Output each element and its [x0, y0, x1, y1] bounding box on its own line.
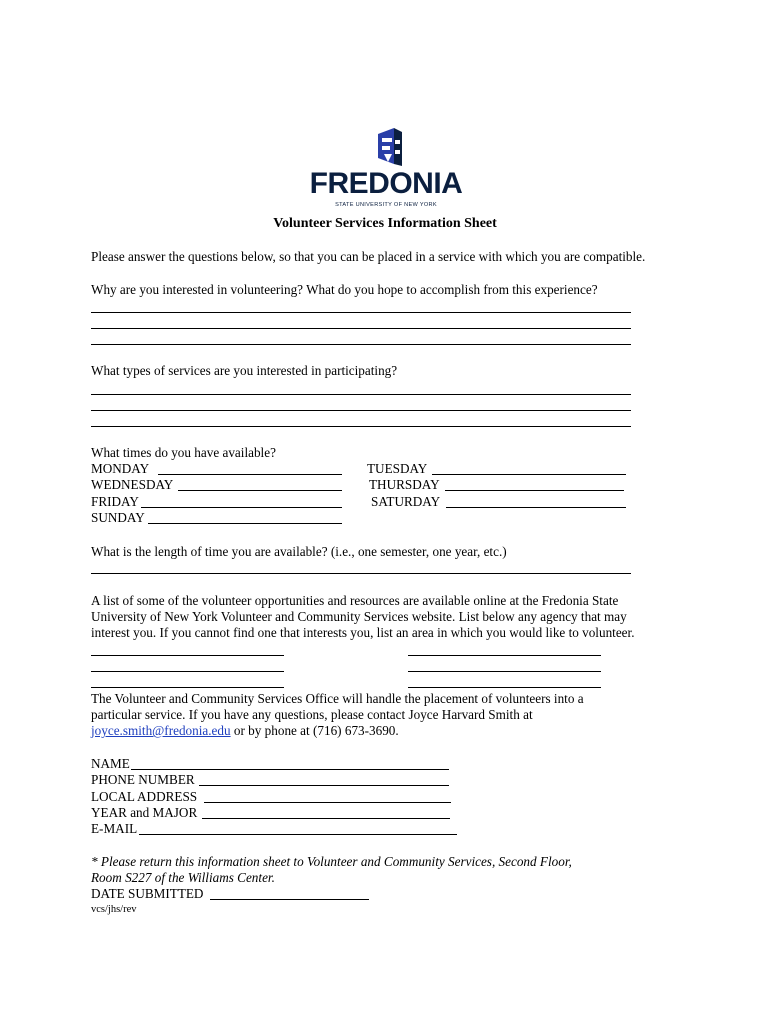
tuesday-field[interactable] [432, 474, 626, 475]
fredonia-emblem-icon [306, 128, 466, 170]
fredonia-logo [306, 128, 466, 214]
return-instructions-1: * Please return this information sheet to Volunteer and Community Services, Second Floor, [91, 854, 572, 869]
sunday-field[interactable] [148, 523, 342, 524]
placement-text-1: The Volunteer and Community Services Office will handle the placement of volunteers into a [91, 691, 584, 706]
label-name: NAME [91, 756, 130, 771]
logo-subtitle: STATE UNIVERSITY OF NEW YORK [335, 202, 437, 208]
contact-phone-text: or by phone at (716) 673-3690. [230, 723, 399, 738]
label-address: LOCAL ADDRESS [91, 789, 198, 804]
address-field[interactable] [204, 802, 451, 803]
agency-field[interactable] [408, 687, 601, 688]
name-field[interactable] [131, 769, 449, 770]
saturday-field[interactable] [446, 507, 626, 508]
logo-wordmark: FREDONIA [309, 167, 463, 200]
agency-field[interactable] [408, 655, 601, 656]
phone-field[interactable] [199, 785, 449, 786]
label-date-submitted: DATE SUBMITTED [91, 886, 204, 901]
question-duration: What is the length of time you are available? (i.e., one semester, one year, etc.) [91, 544, 507, 559]
availability-heading: What times do you have available? [91, 445, 276, 460]
label-saturday: SATURDAY [371, 494, 441, 509]
question-motivation: Why are you interested in volunteering? What do you hope to accomplish from this experience? [91, 282, 598, 297]
page-title: Volunteer Services Information Sheet [273, 216, 497, 231]
label-monday: MONDAY [91, 461, 150, 476]
wednesday-field[interactable] [178, 490, 342, 491]
answer-line[interactable] [91, 344, 631, 345]
monday-field[interactable] [158, 474, 342, 475]
opportunities-text-1: A list of some of the volunteer opportunities and resources are available online at the Fredonia State [91, 593, 619, 608]
opportunities-text-2: University of New York Volunteer and Community Services website. List below any agency that may [91, 609, 627, 624]
label-tuesday: TUESDAY [367, 461, 428, 476]
agency-field[interactable] [91, 671, 284, 672]
answer-line[interactable] [91, 328, 631, 329]
label-year-major: YEAR and MAJOR [91, 805, 198, 820]
agency-field[interactable] [408, 671, 601, 672]
label-friday: FRIDAY [91, 494, 139, 509]
email-field[interactable] [139, 834, 457, 835]
label-sunday: SUNDAY [91, 510, 145, 525]
answer-line[interactable] [91, 426, 631, 427]
placement-text-3 [91, 723, 399, 739]
label-wednesday: WEDNESDAY [91, 477, 174, 492]
date-submitted-field[interactable] [210, 899, 369, 900]
revision-code: vcs/jhs/rev [91, 904, 137, 915]
answer-line[interactable] [91, 410, 631, 411]
contact-email-link[interactable]: joyce.smith@fredonia.edu [91, 723, 231, 738]
question-service-types: What types of services are you interested in participating? [91, 363, 398, 378]
agency-field[interactable] [91, 687, 284, 688]
friday-field[interactable] [141, 507, 342, 508]
return-instructions-2: Room S227 of the Williams Center. [91, 870, 275, 885]
answer-line[interactable] [91, 394, 631, 395]
placement-text-2: particular service. If you have any questions, please contact Joyce Harvard Smith at [91, 707, 533, 722]
agency-field[interactable] [91, 655, 284, 656]
label-email: E-MAIL [91, 821, 138, 836]
answer-line[interactable] [91, 573, 631, 574]
year-major-field[interactable] [202, 818, 450, 819]
label-phone: PHONE NUMBER [91, 772, 195, 787]
intro-text: Please answer the questions below, so that you can be placed in a service with which you are compatible. [91, 249, 646, 264]
answer-line[interactable] [91, 312, 631, 313]
opportunities-text-3: interest you. If you cannot find one that interests you, list an area in which you would like to volunteer. [91, 625, 635, 640]
thursday-field[interactable] [445, 490, 624, 491]
label-thursday: THURSDAY [369, 477, 440, 492]
